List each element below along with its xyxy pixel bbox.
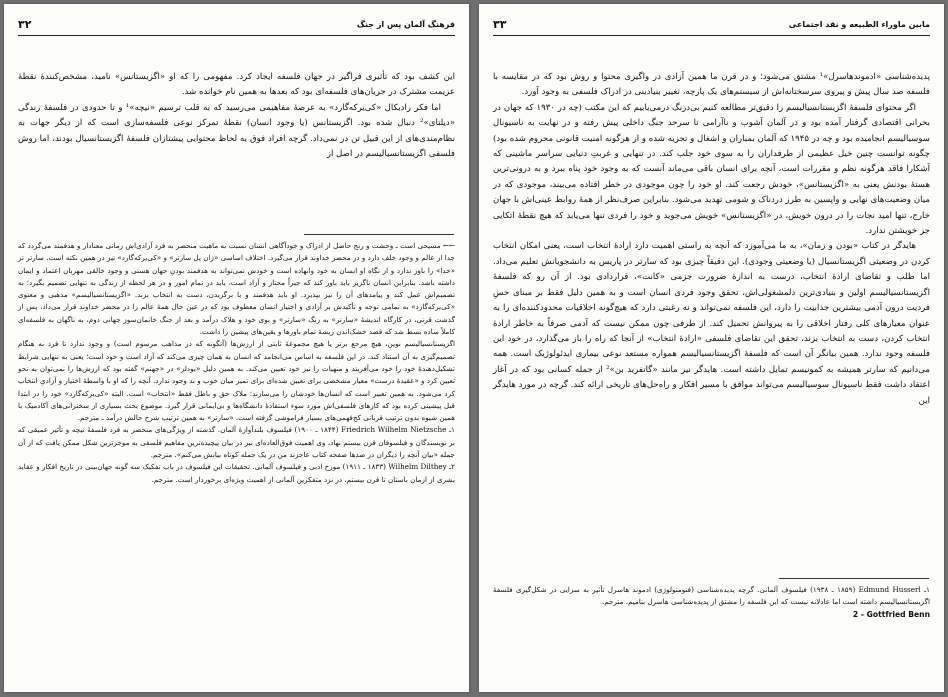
right-paragraph-2: اگر محتوای فلسفهٔ اگزیستانسیالیسم را دقیق‌تر مطالعه کنیم بی‌درنگ درمی‌یابیم که این مکتب (چه در ۱۹۳۰ که جهان در بحرانی اقتصادی گرفتار آمده بود و در آلمان آشوب و ناآرامی تا سرحد جنگ داخلی پیش رفته و در نهایت به ناسیونال سوسیالیسم انجامیده بود و چه در ۱۹۴۵ که آلمان بمباران و اشغال و تجزیه شده و از هرگونه امنیت قانونی محروم شده بود) چگونه توانست چنین خیل عظیمی از طرفداران را به سوی خود جلب کند. در تنهایی و غربتِ دنیایی سراسر ماشینی که آشکارا فاقد هرگونه نظم و مقررات است، آنچه برای انسان باقی می‌ماند آنست که به وجود خود پناه ببرد و به درونی‌ترین هستهٔ بودنش یعنی به «اگزیستانس»، خودش رجعت کند. او خود را چون موجودی در خطر افتاده می‌بیند، موجودی که در میان وضعیت‌های نهایی و واپسین به طرز دردناک و شومی تهدید می‌شود. بنابراین صرف‌نظر از همهٔ روابط عینی‌اش با جهان خارج، تنها امید نجات را در درون خویش، در «اگزیستانس» خویش می‌جوید و خود را فردی تنها می‌یابد که هیچ نقطهٔ اتکایی جز خویشتن ندارد. [493, 102, 930, 237]
right-footnote-benn: 2 - Gottfried Benn [852, 609, 930, 619]
left-footnotes [18, 240, 455, 486]
left-page-header [18, 13, 455, 36]
left-footnote-rule [304, 234, 454, 235]
left-page [4, 4, 469, 692]
left-footnote-continued-2: اگزیستانسیالیسم نوین، هیچ مرجع برتر یا هیچ مجموعهٔ ثابتی از ارزش‌ها (آنگونه که در مذاهب مرسوم است) و وجود ندارد تا فرد به هنگام تصمیم‌گیری به آن استناد کند. در این فلسفه به اساس می‌انجامد که انسان به همان چیزی می‌کند که آزاد است و خود است؛ یعنی به تنهایی شرایط تشکیل‌دهندهٔ خود را خود می‌آفریند و منهیات را نیز خود تعیین می‌کند. به همین دلیل «بودلر» در «جهنم» گفته بود که ارزش‌ها را نمی‌توان به نحو تعیین کرد و «عقیدهٔ درست» معیار مشخصی برای تعیین شده‌ای برای تمیز میان خوب و بد وجود ندارد. آنچه را که او با واسطهٔ اختیار و آزادیِ انتخاب کرد می‌شود. به همین تعبیر است که انسان‌ها خودشان را می‌سازند؛ ملاک حق و باطل فقط «انتخاب» است. البته «کی‌یرکه‌گارد» خود را در ابتدا قبل پیشینی کرده بود که کارهای فلسفی‌اش مورد سوء استفادهٔ دانشگاه‌ها و بی‌ایمانی قرار گیرد. موضوع بحث بسیاری از سخنرانی‌های آکادمیک با همین شیوه بدون ترتیب قربانی کج‌فهمی‌های بسیار فراموشی گرفته است. «سارتر» به همین ترتیب ‌شرح حالش درآمد ـ مترجم. [18, 339, 455, 423]
right-page-header [493, 13, 930, 36]
right-paragraph-1: پدیده‌شناسی «ادموندهاسرل»¹ مشتق می‌شود؛ و در قرن ما همین آزادی در واگیری محتوا و روش بود که در مقایسه با فلسفه صد سال پیش و پیروی سرسختانه‌اش از سیستم‌های یک پارچه، تغییر بنیادینی در ادراک فلسفی به وجود آورد. [493, 72, 930, 98]
right-footnote-rule [779, 578, 929, 579]
right-header-title: مابین ماوراء الطبیعه و نقد اجتماعی [788, 19, 930, 29]
left-footnote-dilthey: ۲ـ Wilhelm Dilthey (۱۸۳۳ ـ ۱۹۱۱) مورخ ادبی و فیلسوف آلمانی. تحقیقات این فیلسوف در باب تفکیک سه گونه جهان‌بینی در تاریخ افکار و عقاید بشری از ازمان باستان تا قرن بیستم، در نزد متفکرین آلمانی از اهمیت ویژه‌ای برخوردار است. مترجم. [18, 462, 455, 484]
left-footnote-continued-1: ←← مسیحی است ـ وحشت و رنج حاصل از ادراک و خودآگاهی انسان نسبت به ماهیت منحصر به فرد آزادی‌اش زمانی معنادار و هدفمند می‌گردد که جدا از عالم و وجود خلف ‌دارد و در محضر خداوند قرار می‌گیرد. اختلاف اساسی «ژان پل سارتر» و «کی‌یرکه‌گارد» نیز در همین نکته است. سارتر ‌تر «خدا» را باور ندارد و از نگاه او انسان به خود وانهاده است و خودش نمی‌تواند به هدفمند بودنِ جهان هستی و وجود خالقی مهربان اعتماد و ایمان داشته باشد. بنابراین انسان ناگزیر باید باور کند که جبراً محتاز و آزاد است، باید در تمام امور و در هر لحظه از زندگی به تنهایی تصمیم بگیرد؛ به تصمیم‌اش عمل کند و پیامدهای آن را نیز بپذیرد. او باید هدفمند و با برگزیدن، دست به انتخاب بزند. «اگزیستانسیالیسم» مذهبی و معنوی «کی‌یرکه‌گارد» به تمامی توجه و تأکیدش بر آزادی و اختیار انسان معطوف بود که در عین حال همهٔ عالم را در محضر خداوند قرار می‌داد، پس از گذشت قرنی، در کارگاه اندیشهٔ «سارتر» به رنگ «سارتر» و بوی خود و هلاک درآمد و بعد از جنگ خانمان‌سوز جهانی دوم، به ناگهان به فلسفه‌ای کاملاً ساده بسط شد که قصد خشک‌اندن ریشهٔ تمام باورها و یقین‌های پیشین را داشت. [18, 241, 455, 337]
left-paragraph-1: این کشف بود که تأثیری فراگیر در جهان فلسفه ایجاد کرد. مفهومی را که او «اگزیستانس» نامید، مشخص‌کنندهٔ نقطهٔ عزیمت مشترک در جریان‌های فلسفه‌ای بود که بعدها به همین نام خوانده شد. [18, 72, 455, 98]
left-footnote-nietzsche: ۱ـ Friedrich Wilhelm Nietzsche (۱۸۴۴ ـ ۱۹۰۰) فیلسوف بلندآوازهٔ آلمان. گذشته از ویژگی‌های منحصر به فرد فلسفهٔ نیچه و تأثیر عمیقی که بر نویسندگان و فیلسوفان قرن بیستم نهاد، وی اهمیت فوق‌العاده‌ای نیز در بیان پیچیده‌ترین مفاهیم فلسفی به موجزترین شکل ممکن یافت که از آن جمله «بیان آنچه را دیگران در صدها صفحه کتاب عاجزند من در یک جمله کوتاه بیانش می‌کنم». مترجم. [18, 425, 455, 460]
right-body-text [493, 70, 930, 409]
right-footnote-husserl: ۱ـ Edmund Husserl (۱۸۵۹ ـ ۱۹۳۸) فیلسوف آلمانی. گرچه پدیده‌شناسی (فنومنولوژی) ادموند هاسرل تأثیر به سزایی در شکل‌گیری فلسفهٔ اگزیستانسیالیسم داشته است اما عادلانه نیست که این فلسفه را مشتق از پدیده‌شناسی هاسرل بنامیم. مترجم. [493, 585, 930, 607]
left-body-text [18, 70, 455, 162]
right-paragraph-3: هایدگر در کتاب «بودن و زمان»، به ما می‌آموزد که آنچه به راستی اهمیت دارد ارادهٔ انتخاب است، یعنی امکان انتخاب کردن در وضعیتی اگزیستانسیال (یا وضعیتی وجودی). این دقیقاً چیزی بود که سارتر در پاریس به دانشجویانش تعلیم می‌داد. اما طلب و تقاضای ارادهٔ انتخاب، درست به اندازهٔ ضرورت جزمی «کانت»، قراردادی بود. از آن رو که فلسفهٔ اگزیستانسیالیسم اولین و بنیادی‌ترین دلمشغولی‌اش، تحقق وجود فردی انسان است و به همین دلیل فقط بر مبنای حسِ فردیت درون آدمی بیشترین جذابیت را دارد، این فلسفه نمی‌تواند و نه رغبتی دارد که هیچ‌گونه اخلاقیات محدودکننده‌ای را به عنوان معیارهای کلی رفتار اخلاقی را به پیروانش تحمیل کند. از طرفی چون ممکن نیست که آدمی صرفاً به خاطر ارادهٔ انتخاب کردن، دست به انتخاب بزند، تحقق این تقاضای فلسفی «ارادهٔ انتخاب» از آنجا که راه را باز می‌گذارد، در خود این فلسفه وجود ندارد. همین بیانگر آن است که فلسفهٔ اگزیستانسیالیسم همواره مستعد نوعی بیماری ایدئولوژیک است. همه می‌دانیم که سارتر همیشه به کمونیسم تمایل داشته است. هایدگر نیز مانند «گاتفرید بن»² از جمله کسانی بود که در آغاز اعتقاد داشت فقط ناسیونال سوسیالیسم می‌تواند موافق با مسیر افکار و راه‌حل‌های تاریخی ارائه کند. گرچه در مورد هایدگر این [493, 241, 930, 406]
right-page [479, 4, 944, 692]
left-page-number: ۳۲ [18, 17, 32, 31]
right-footnotes [493, 584, 930, 621]
left-paragraph-2: اما فکر رادیکال «کی‌یرکه‌گارد» به عرصهٔ مفاهیمی می‌رسید که به قلب ترسیم «نیچه»¹ و تا حدودی در فلسفهٔ زندگی «دیلتای»² دنبال شده بود. اگزیستانس (یا وجود انسان) نقطهٔ تمرکز نوعی فلسفه‌سازی است که از دیگر جهات به نظام‌مندی‌های از این قبیل تن در نمی‌داد. گرچه افراد فوق به لحاظ محتوایی پیشتازان فلسفهٔ اگزیستانسیال بودند، اما روش فلسفی اگزیستانسیالیسم در اصل از [18, 102, 455, 160]
right-page-number: ۳۳ [493, 17, 507, 31]
left-header-title: فرهنگ آلمان پس از جنگ [356, 19, 455, 29]
